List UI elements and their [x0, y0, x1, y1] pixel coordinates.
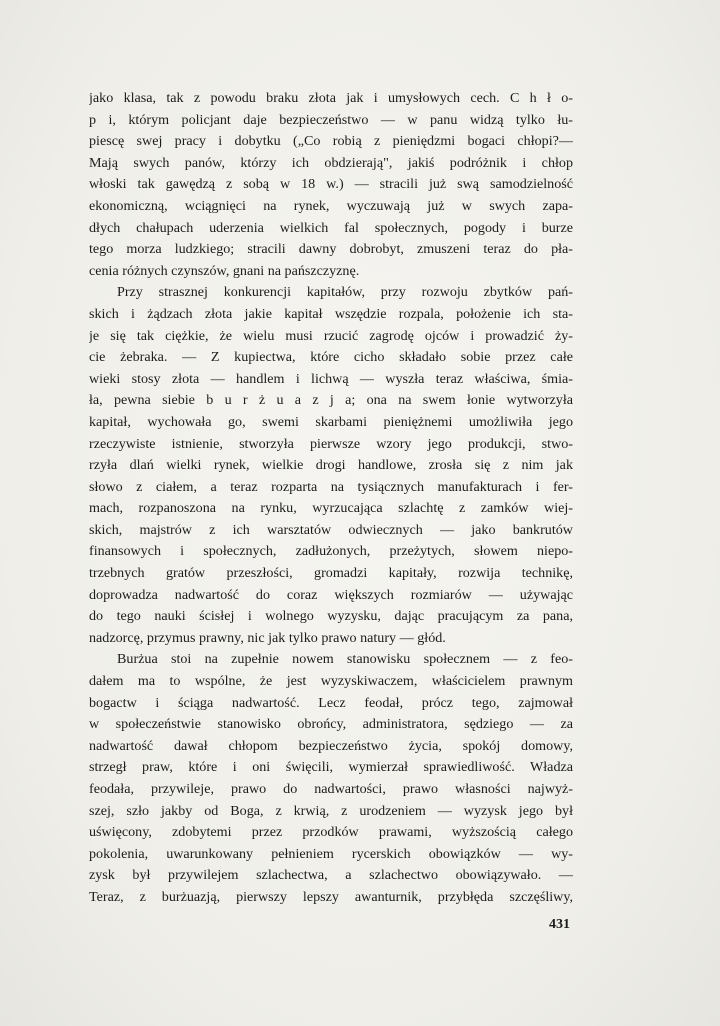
- text-line: p i, którym policjant daje bezpieczeństwo — w panu widzą tylko łu-: [89, 111, 573, 128]
- text-line: rzeczywiste istnienie, stworzyła pierwsze wzory jego produkcji, stwo-: [89, 435, 573, 452]
- page-number: 431: [549, 917, 570, 932]
- text-line: szej, szło jakby od Boga, z krwią, z urodzeniem — wyzysk jego był: [89, 802, 573, 819]
- text-line: strzegł praw, które i oni święcili, wymierzał sprawiedliwość. Władza: [89, 759, 573, 776]
- text-line: piescę swej pracy i dobytku („Co robią z pieniędzmi bogaci chłopi?—: [89, 133, 573, 150]
- text-line: skich i żądzach złota jakie kapitał wszędzie rozpala, położenie ich sta-: [89, 305, 573, 322]
- text-line: doprowadza nadwartość do coraz większych rozmiarów — używając: [89, 586, 573, 603]
- text-line: ła, pewna siebie b u r ż u a z j a; ona na swem łonie wytworzyła: [89, 392, 573, 409]
- text-line: cie żebraka. — Z kupiectwa, które cicho składało sobie przez całe: [89, 349, 573, 366]
- text-line: rzyła dlań wielki rynek, wielkie drogi handlowe, zrosła się z nim jak: [89, 457, 573, 474]
- text-line: mach, rozpanoszona na rynku, wyrzucająca szlachtę z zamków wiej-: [89, 500, 573, 517]
- text-line: finansowych i społecznych, zadłużonych, przeżytych, słowem niepo-: [89, 543, 573, 560]
- text-line: włoski tak gawędzą z sobą w 18 w.) — stracili już swą samodzielność: [89, 176, 573, 193]
- text-line: bogactw i ściąga nadwartość. Lecz feodał, prócz tego, zajmował: [89, 694, 573, 711]
- text-line: nadwartość dawał chłopom bezpieczeństwo życia, spokój domowy,: [89, 737, 573, 754]
- text-line: Mają swych panów, którzy ich obdzierają", jakiś podróżnik i chłop: [89, 154, 573, 171]
- text-line: skich, majstrów z ich warsztatów odwiecznych — jako bankrutów: [89, 521, 573, 538]
- text-line: cenia różnych czynszów, gnani na pańszczyznę.: [89, 262, 360, 279]
- text-line: tego morza ludzkiego; stracili dawny dobrobyt, zmuszeni teraz do pła-: [89, 241, 573, 258]
- text-line: jako klasa, tak z powodu braku złota jak i umysłowych cech. C h ł o-: [89, 90, 573, 106]
- text-line: Teraz, z burżuazją, pierwszy lepszy awanturnik, przybłęda szczęśliwy,: [89, 888, 573, 905]
- text-line: wieki stosy złota — handlem i lichwą — wyszła teraz właściwa, śmia-: [89, 370, 573, 387]
- text-line: słowo z ciałem, a teraz rozparta na tysiącznych manufakturach i fer-: [89, 478, 573, 495]
- text-line: kapitał, wychowała go, swemi skarbami pieniężnemi umożliwiła jego: [89, 413, 573, 430]
- body-text: [89, 88, 573, 909]
- text-line: trzebnych gratów przeszłości, gromadzi kapitały, rozwija technikę,: [89, 565, 573, 582]
- text-line: do tego nauki ścisłej i wolnego wyzysku, dając pracującym za pana,: [89, 608, 573, 625]
- text-line: Burżua stoi na zupełnie nowem stanowisku społecznem — z feo-: [117, 651, 573, 668]
- text-line: dałem ma to wspólne, że jest wyzyskiwaczem, właścicielem prawnym: [89, 673, 573, 690]
- text-line: uświęcony, zdobytemi przez przodków prawami, wyższością całego: [89, 824, 573, 841]
- text-line: dłych chałupach uderzenia wielkich fal społecznych, pogody i burze: [89, 219, 573, 236]
- text-line: feodała, przywileje, prawo do nadwartości, prawo własności najwyż-: [89, 781, 573, 797]
- text-line: je się tak ciężkie, że wielu musi rzucić zagrodę ojców i prowadzić ży-: [89, 327, 573, 344]
- text-line: ekonomiczną, wciągnięci na rynek, wyczuwają już w swych zapa-: [89, 197, 573, 214]
- text-line: w społeczeństwie stanowisko obrońcy, administratora, sędziego — za: [89, 716, 573, 733]
- text-line: pokolenia, uwarunkowany pełnieniem rycerskich obowiązków — wy-: [89, 845, 573, 862]
- text-line: zysk był przywilejem szlachectwa, a szlachectwo obowiązywało. —: [89, 867, 573, 884]
- text-line: Przy strasznej konkurencji kapitałów, przy rozwoju zbytków pań-: [117, 284, 573, 301]
- text-line: nadzorcę, przymus prawny, nic jak tylko prawo natury — głód.: [89, 629, 446, 646]
